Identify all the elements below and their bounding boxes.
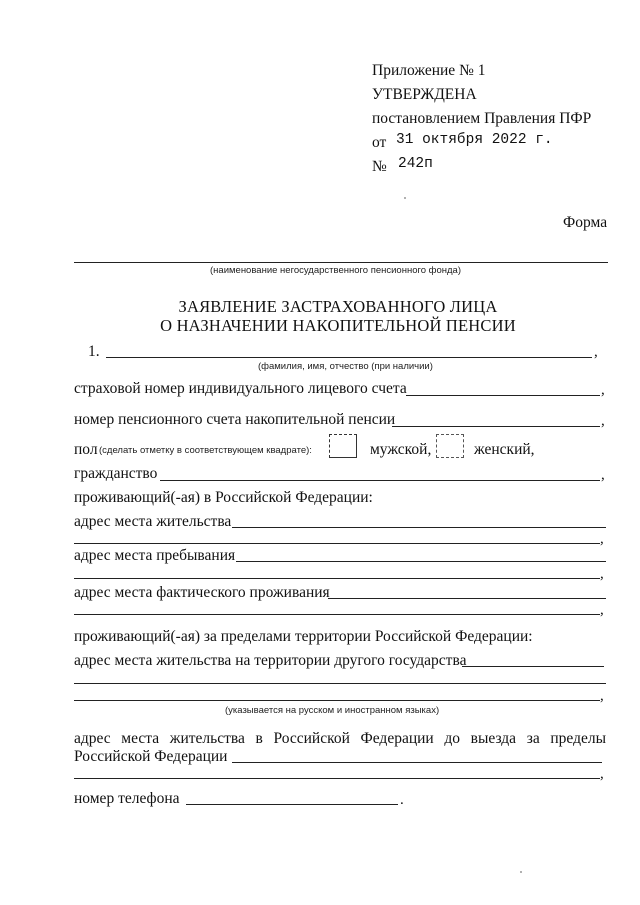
male-label: мужской, [370, 441, 432, 458]
foreign-address-field[interactable] [462, 666, 604, 667]
fund-name-field[interactable] [74, 262, 608, 263]
snils-label: страховой номер индивидуального лицевого счета [74, 380, 407, 397]
fund-caption: (наименование негосударственного пенсионного фонда) [210, 265, 461, 276]
resolution-label: постановлением Правления ПФР [372, 110, 592, 127]
date-prefix: от [372, 134, 387, 151]
comma: , [600, 566, 604, 582]
phone-label: номер телефона [74, 790, 180, 807]
languages-caption: (указывается на русском и иностранном языках) [225, 705, 440, 716]
comma: , [601, 413, 605, 429]
female-label: женский, [474, 441, 535, 458]
pension-account-field[interactable] [392, 426, 600, 427]
female-checkbox[interactable] [436, 434, 464, 458]
comma: , [600, 688, 604, 704]
gender-label: пол [74, 441, 98, 458]
scan-speck [404, 197, 406, 199]
scan-speck [520, 871, 522, 873]
period: . [400, 792, 404, 808]
actual-address-field-line2[interactable] [74, 614, 600, 615]
item-number: 1. [88, 343, 100, 360]
foreign-address-label: адрес места жительства на территории другого государства [74, 652, 467, 669]
number-value: 242п [398, 156, 433, 172]
comma: , [600, 531, 604, 547]
number-prefix: № [372, 158, 387, 175]
foreign-address-field-line2[interactable] [74, 683, 606, 684]
gender-hint: (сделать отметку в соответствующем квадрате): [99, 445, 312, 456]
residing-rf-heading: проживающий(-ая) в Российской Федерации: [74, 489, 373, 506]
foreign-address-field-line3[interactable] [74, 700, 600, 701]
appendix-label: Приложение № 1 [372, 62, 486, 79]
phone-field[interactable] [186, 804, 398, 805]
form-label: Форма [563, 214, 608, 231]
approved-label: УТВЕРЖДЕНА [372, 86, 477, 103]
stay-address-field[interactable] [236, 561, 606, 562]
citizenship-field[interactable] [160, 480, 600, 481]
pension-account-label: номер пенсионного счета накопительной пенсии [74, 411, 396, 428]
document-title-line2: О НАЗНАЧЕНИИ НАКОПИТЕЛЬНОЙ ПЕНСИИ [160, 316, 516, 335]
male-checkbox[interactable] [329, 434, 357, 458]
residence-address-field-line2[interactable] [74, 543, 600, 544]
comma: , [594, 344, 598, 360]
comma: , [600, 766, 604, 782]
comma: , [601, 382, 605, 398]
comma: , [601, 467, 605, 483]
pre-departure-label-line1: адрес места жительства в Российской Федерации до выезда за пределы [74, 730, 606, 747]
document-title-line1: ЗАЯВЛЕНИЕ ЗАСТРАХОВАННОГО ЛИЦА [178, 297, 498, 316]
pre-departure-address-field-line2[interactable] [74, 778, 600, 779]
citizenship-label: гражданство [74, 465, 158, 482]
residing-abroad-heading: проживающий(-ая) за пределами территории Российской Федерации: [74, 628, 533, 645]
pre-departure-label-line2: Российской Федерации [74, 748, 228, 765]
actual-address-field[interactable] [328, 598, 606, 599]
residence-address-label: адрес места жительства [74, 513, 232, 530]
fio-field[interactable] [106, 357, 592, 358]
stay-address-label: адрес места пребывания [74, 547, 236, 564]
comma: , [600, 602, 604, 618]
residence-address-field[interactable] [232, 527, 606, 528]
fio-caption: (фамилия, имя, отчество (при наличии) [258, 361, 433, 372]
actual-address-label: адрес места фактического проживания [74, 584, 330, 601]
snils-field[interactable] [406, 395, 600, 396]
date-value: 31 октября 2022 г. [396, 132, 553, 148]
pre-departure-address-field[interactable] [232, 762, 602, 763]
stay-address-field-line2[interactable] [74, 578, 600, 579]
